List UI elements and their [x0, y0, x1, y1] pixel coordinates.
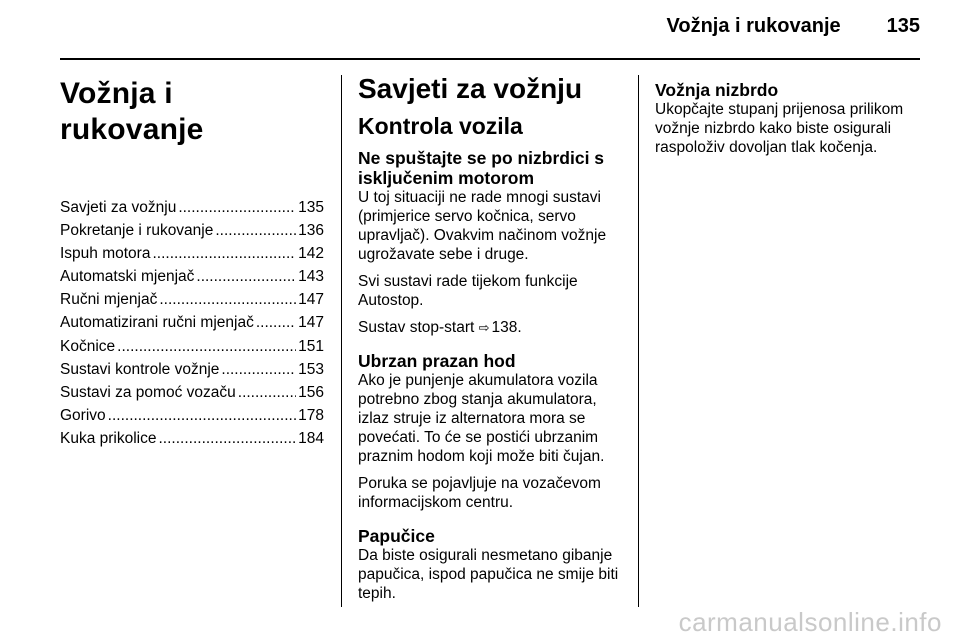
toc-item[interactable]: Sustavi kontrole vožnje ..... 153 — [60, 358, 324, 381]
paragraph: Da biste osigurali nesmetano gibanje papučica, ispod papučica ne smije biti tepih. — [358, 547, 619, 602]
column-divider-1 — [341, 75, 342, 607]
toc-item[interactable]: Kočnice ..... 151 — [60, 335, 324, 358]
toc-item[interactable]: Automatski mjenjač ..... 143 — [60, 265, 324, 288]
toc-item[interactable]: Gorivo ..... 178 — [60, 404, 324, 427]
paragraph: Poruka se pojavljuje na vozačevom informacijskom centru. — [358, 475, 601, 511]
block-heading: Papučice — [358, 526, 435, 546]
page-number: 135 — [886, 15, 920, 37]
paragraph: U toj situaciji ne rade mnogi sustavi (primjerice servo kočnica, servo upravljač). Ovakvim načinom vožnje ugrožavate sebe i druge. — [358, 189, 607, 263]
cross-reference[interactable]: Sustav stop-start ⇨ 138. — [358, 319, 522, 336]
table-of-contents — [60, 196, 324, 450]
block-heading: Ubrzan prazan hod — [358, 351, 516, 371]
paragraph: Svi sustavi rade tijekom funkcije Autostop. — [358, 273, 578, 309]
arrow-right-outline-icon: ⇨ — [478, 320, 490, 335]
running-header-title: Vožnja i rukovanje — [666, 15, 841, 37]
paragraph: Ukopčajte stupanj prijenosa prilikom vožnje nizbrdo kako biste osigurali raspoloživ dovoljan tlak kočenja. — [655, 101, 904, 156]
running-header — [667, 15, 921, 38]
section-title: Savjeti za vožnju — [358, 73, 583, 104]
chapter-title: Vožnja i rukovanje — [60, 77, 204, 146]
toc-item[interactable]: Ručni mjenjač ..... 147 — [60, 288, 324, 311]
toc-item[interactable]: Sustavi za pomoć vozaču ..... 156 — [60, 381, 324, 404]
section-column — [358, 72, 622, 611]
toc-item[interactable]: Savjeti za vožnju ..... 135 — [60, 196, 324, 219]
toc-item[interactable]: Ispuh motora ..... 142 — [60, 242, 324, 265]
toc-item[interactable]: Kuka prikolice ..... 184 — [60, 427, 324, 450]
column-divider-2 — [638, 75, 639, 607]
chapter-column — [60, 64, 324, 450]
section-column-continued — [655, 80, 919, 165]
header-rule — [60, 58, 920, 60]
block-heading: Ne spuštajte se po nizbrdici s isključenim motorom — [358, 148, 605, 188]
toc-item[interactable]: Automatizirani ručni mjenjač ..... 147 — [60, 311, 324, 334]
toc-item[interactable]: Pokretanje i rukovanje ..... 136 — [60, 219, 324, 242]
section-subtitle: Kontrola vozila — [358, 113, 523, 139]
block-heading: Vožnja nizbrdo — [655, 80, 779, 100]
paragraph: Ako je punjenje akumulatora vozila potrebno zbog stanja akumulatora, izlaz struje iz alternatora mora se povećati. To će se postići ubrzanim praznim hodom koji može biti čujan. — [358, 372, 605, 465]
watermark: carmanualsonline.info — [678, 607, 942, 637]
